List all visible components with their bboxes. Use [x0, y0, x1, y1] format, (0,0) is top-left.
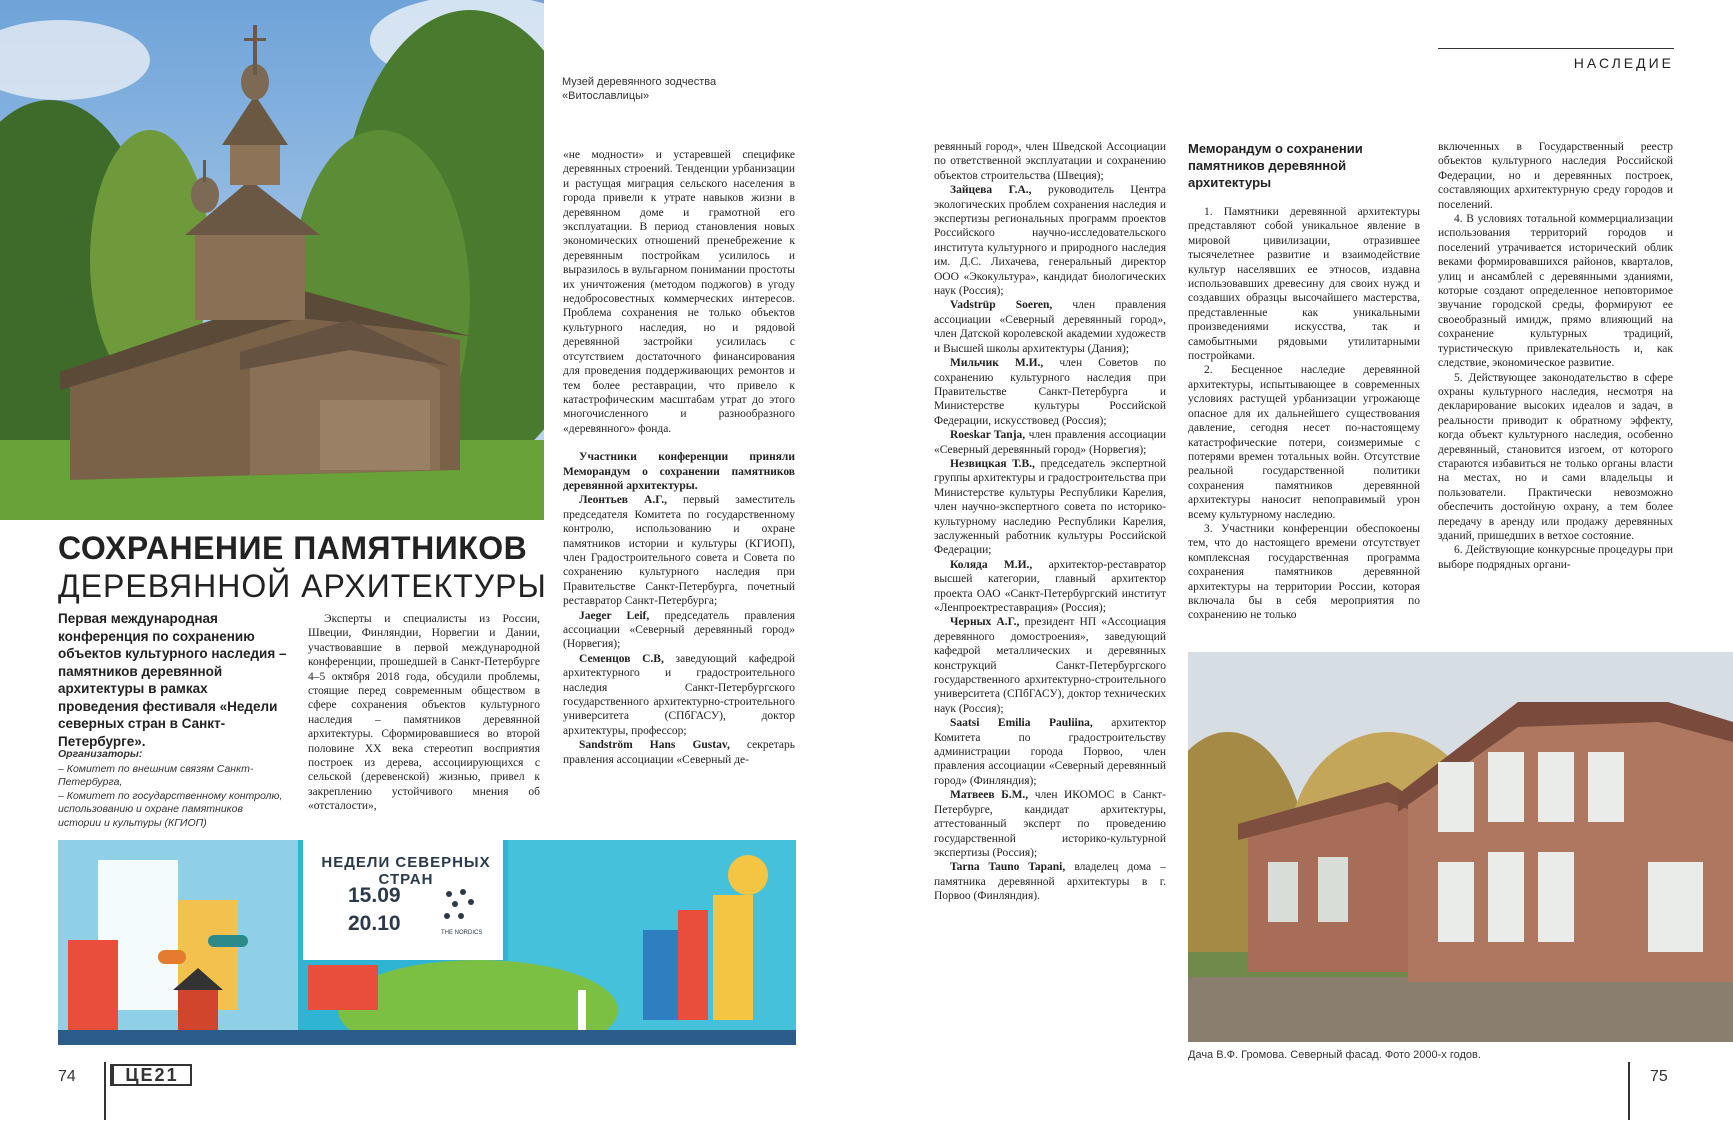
person-desc: владелец дома – памятника деревянной архитектуры в г. Порвоо (Финляндия).: [934, 861, 1166, 903]
person-desc: член правления ассоциации «Северный деревянный город», член Датской королевской академии художеств и Высшей школы архитектуры (Дания);: [934, 299, 1166, 355]
person-desc: заведующий кафедрой архитектурного и градостроительного наследия Санкт-Петербургского государственного архитектурно-строительного университета (СПбГАСУ), доктор архитектуры, профессор;: [563, 652, 795, 737]
page-number-right: 75: [1650, 1068, 1668, 1085]
person-name: Saatsi Emilia Pauliina,: [950, 717, 1093, 730]
person-desc: президент НП «Ассоциация деревянного домостроения», заведующий кафедрой металлических и деревянных конструкций Санкт-Петербургского государственного архитектурно-строительного университета (СПбГАСУ), доктор технических наук (Россия);: [934, 616, 1166, 715]
paragraph-bold: Участники конференции приняли Меморандум о сохранении памятников деревянной архитектуры.: [563, 451, 795, 492]
banner-title: НЕДЕЛИ СЕВЕРНЫХ СТРАН: [321, 854, 491, 888]
person-name: Vadstrüp Soeren,: [950, 299, 1053, 312]
nordic-weeks-banner: [58, 840, 796, 1045]
person-desc: член Советов по сохранению культурного наследия при Правительстве Санкт-Петербурга и Министерстве культуры Российской Федерации, искусствовед (Россия);: [934, 357, 1166, 427]
dacha-photo-caption: Дача В.Ф. Громова. Северный фасад. Фото 2000-х годов.: [1188, 1049, 1481, 1061]
person-desc: секретарь правления ассоциации «Северный де-: [563, 739, 795, 766]
person-name: Коляда М.И.,: [950, 558, 1033, 571]
photo-caption: Музей деревянного зодчества «Витославлицы»: [562, 76, 717, 102]
person-name: Семенцов С.В,: [579, 652, 664, 665]
memorandum-column: [1188, 140, 1420, 640]
banner-date-start: 15.09: [348, 884, 401, 907]
organizers-block: [58, 748, 288, 830]
person-name: Sandström Hans Gustav,: [579, 739, 730, 752]
page-number-left: 74: [58, 1068, 76, 1085]
banner-date-end: 20.10: [348, 912, 401, 935]
text-column-1: [308, 612, 540, 832]
banner-brand: THE NORDICS: [441, 930, 483, 936]
footer-divider: [104, 1062, 106, 1120]
paragraph: ревянный город», член Шведской Ассоциации по ответственной эксплуатации и сохранению объектов строительства (Швеция);: [934, 141, 1166, 182]
paragraph: включенных в Государственный реестр объектов культурного наследия Российской Федерации, но и деревянных построек, составляющих архитектурную среду городов и поселений.: [1438, 141, 1673, 211]
text-column-2: [563, 148, 795, 834]
person-desc: член правления ассоциации «Северный деревянный город» (Норвегия);: [934, 429, 1166, 456]
text-column-3: [934, 140, 1166, 1048]
article-title-line1: СОХРАНЕНИЕ ПАМЯТНИКОВ: [58, 530, 528, 566]
person-name: Tarna Tauno Tapani,: [950, 861, 1066, 874]
person-desc: архитектор Комитета по градостроительству администрации города Порвоо, член правления ассоциации «Северный деревянный город» (Финляндия);: [934, 717, 1166, 787]
person-desc: архитектор-реставратор высшей категории, главный архитектор проекта ОАО «Санкт-Петербургский институт «Ленпроектреставрация» (Россия);: [934, 558, 1166, 614]
person-name: Зайцева Г.А.,: [950, 184, 1032, 197]
section-label: НАСЛЕДИЕ: [1438, 48, 1674, 71]
organizer-item: – Комитет по внешним связям Санкт-Петербурга,: [58, 762, 254, 788]
paragraph: 6. Действующие конкурсные процедуры при выборе подрядных органи-: [1438, 544, 1673, 571]
memorandum-column-2: [1438, 140, 1673, 640]
paragraph: «не модности» и устаревшей специфике деревянных строений. Тенденции урбанизации и растущая миграция сельского населения в города привели к утрате навыков жизни в деревянном доме и грамотной его эксплуатации. В период становления новых экономических отношений пренебрежение к деревянным постройкам усилилось и выразилось в вульгарном понимании простоты их уничтожения (методом поджогов) в угоду недобросовестных коммерческих интересов. Проблема сохранения не только объектов культурного наследия, но и рядовой деревянной застройки усилилась с отсутствием достаточного финансирования для проведения поддерживающих ремонтов и тем более реставрации, что привело к катастрофическим масштабам утрат до этого многочисленного и разнообразного «деревянного» фонда.: [563, 149, 795, 435]
organizers-heading: Организаторы:: [58, 748, 143, 760]
paragraph: 3. Участники конференции обеспокоены тем, что до настоящего времени отсутствует комплексная государственная программа сохранения памятников деревянной архитектуры на территории России, которая включала бы в себя мероприятия по сохранению не только: [1188, 522, 1420, 622]
person-name: Леонтьев А.Г.,: [579, 494, 667, 507]
article-title-line2: ДЕРЕВЯННОЙ АРХИТЕКТУРЫ: [58, 568, 547, 604]
paragraph: 4. В условиях тотальной коммерциализации использования территорий городов и поселений утрачивается исторический облик веками формировавшихся районов, кварталов, улиц и ансамблей с деревянными зданиями, которые создают определенное неповторимое звучание городской среды, формируют ее своеобразный имидж, прямо влияющий на сохранение культурных традиций, туристическую привлекательность и, как следствие, экономическое развитие.: [1438, 213, 1673, 370]
paragraph: 2. Бесценное наследие деревянной архитектуры, испытывающее в современных условиях растущей урбанизации угрожающе опасное для их дальнейшего существования давление, сегодня несет по-настоящему катастрофические потери, соизмеримые с потерями времен тотальных войн. Отсутствие реальной государственной политики сохранения памятников деревянной архитектуры наносит непоправимый урон всему культурному наследию.: [1188, 364, 1420, 521]
person-name: Незвицкая Т.В.,: [950, 457, 1035, 470]
lead-paragraph: Первая международная конференция по сохранению объектов культурного наследия – памятников деревянной архитектуры в рамках проведения фестиваля «Недели северных стран в Санкт-Петербурге».: [58, 611, 287, 749]
organizer-item: – Комитет по государственному контролю, использованию и охране памятников истории и культуры (КГИОП): [58, 789, 283, 829]
person-desc: председатель правления ассоциации «Северный деревянный город» (Норвегия);: [563, 609, 795, 651]
memorandum-heading: Меморандум о сохранении памятников деревянной архитектуры: [1188, 141, 1363, 190]
nordics-logo-icon: [441, 886, 481, 926]
dacha-photo: [1188, 652, 1733, 1042]
footer-divider: [1628, 1062, 1630, 1120]
paragraph: 5. Действующее законодательство в сфере охраны культурного наследия, несмотря на декларирование высоких идеалов и задач, в реальности приводит к обратному эффекту, когда объект культурного наследия, особенно деревянный, становится изгоем, от которого стараются избавиться не только органы власти на местах, но и сами владельцы и пользователи. Практически невозможно обеспечить достойную охрану, а тем более передачу в аренду или продажу деревянных зданий, пришедших в ветхое состояние.: [1438, 371, 1673, 542]
person-desc: член ИКОМОС в Санкт-Петербурге, кандидат архитектуры, аттестованный эксперт по проведению государственной историко-культурной экспертизы (Россия);: [934, 789, 1166, 859]
paragraph: Эксперты и специалисты из России, Швеции, Финляндии, Норвегии и Дании, участвовавшие в первой международной конференции, прошедшей в Санкт-Петербурге 4–5 октября 2018 года, обсудили проблемы, стоящие перед современным обществом в сфере сохранения объектов культурного наследия – памятников деревянной архитектуры. Сформировавшиеся во второй половине XX века стереотип восприятия построек из дерева, ассоциирующихся с сельской (деревенской) жизнью, привел к закреплению устойчивого мнения об «отсталости»,: [308, 613, 540, 813]
person-desc: руководитель Центра экологических проблем сохранения наследия и экспертизы региональных программ проектов Российского научно-исследовательского института культурного и природного наследия им. Д.С. Лихачева, генеральный директор ООО «Экокультура», кандидат биологических наук (Россия);: [934, 184, 1166, 298]
person-name: Jaeger Leif,: [579, 609, 650, 622]
person-name: Матвеев Б.М.,: [950, 789, 1029, 802]
person-desc: первый заместитель председателя Комитета по государственному контролю, использованию и охране памятников истории и культуры (КГИОП), член Градостроительного совета и Совета по сохранению культурного наследия при Правительстве Санкт-Петербурга, почетный реставратор Санкт-Петербурга;: [563, 494, 795, 608]
person-desc: председатель экспертной группы архитектуры и градостроительства при Министерстве культуры Республики Карелия, член научно-экспертного совета по историко-культурному наследию Республики Карелия, заслуженный работник культуры Российской Федерации;: [934, 457, 1166, 557]
person-name: Мильчик М.И.,: [950, 357, 1044, 370]
person-name: Черных А.Г.,: [950, 616, 1020, 629]
paragraph: 1. Памятники деревянной архитектуры представляют собой уникальное явление в мировой цивилизации, отразившее тысячелетнее развитие и взаимодействие культур населявших ее этносов, издавна использовавших древесину для своих нужд и создавших образцы высочайшего мастерства, представленные как уникальными произведениями искусства, так и самобытными рядовыми утилитарными постройками.: [1188, 206, 1420, 363]
magazine-logo: ЦЕ21: [110, 1064, 192, 1086]
person-name: Roeskar Tanja,: [950, 429, 1026, 442]
church-photo: [0, 0, 544, 520]
